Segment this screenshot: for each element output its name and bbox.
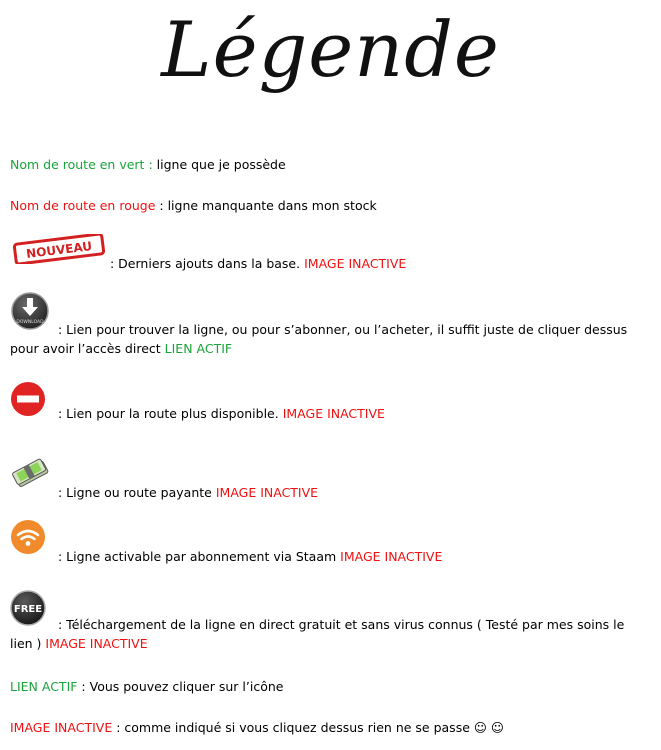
green-name-desc: ligne que je possède [156,157,286,172]
note-image-inactive-text: : comme indiqué si vous cliquez dessus rien ne se passe ☺ ☺ [112,720,504,735]
legend-no-entry [58,404,649,423]
red-name-sep: : [155,198,168,213]
wifi-status: IMAGE INACTIVE [340,549,443,564]
legend-nouveau [110,254,649,273]
nouveau-desc: : Derniers ajouts dans la base. [110,256,301,271]
nouveau-status: IMAGE INACTIVE [304,256,407,271]
free-icon-text: FREE [13,604,43,615]
wifi-icon [9,518,47,556]
money-icon [10,455,54,491]
green-name-sep: : [144,157,157,172]
legend-green-name [10,155,649,174]
download-icon-text: DOWNLOAD [16,320,44,325]
no-entry-desc: : Lien pour la route plus disponible. [58,406,279,421]
money-status: IMAGE INACTIVE [215,485,319,500]
legend-red-name [10,196,649,215]
wifi-desc: : Ligne activable par abonnement via Staam [58,549,337,564]
money-desc: : Ligne ou route payante [58,485,212,500]
download-status: LIEN ACTIF [164,341,233,356]
download-desc: : Lien pour trouver la ligne, ou pour s’abonner, ou l’acheter, il suffit juste de cliquer dessus pour avoir l’accès direct [10,322,628,356]
legend-download [10,320,649,358]
free-status: IMAGE INACTIVE [45,636,148,651]
no-entry-status: IMAGE INACTIVE [282,406,385,421]
nouveau-badge-icon [12,234,106,264]
page-title: Légende [161,5,500,94]
note-lien-actif-label: LIEN ACTIF [10,679,78,694]
free-desc: : Téléchargement de la ligne en direct gratuit et sans virus connus ( Testé par mes soins le lien ) [10,617,625,651]
note-image-inactive [10,718,649,737]
red-name-label: Nom de route en rouge [10,198,156,213]
legend-free [10,615,649,653]
note-image-inactive-label: IMAGE INACTIVE [10,720,113,735]
nouveau-badge-text: NOUVEAU [25,239,93,261]
legend-money [58,483,649,502]
note-lien-actif [10,677,649,696]
red-name-desc: ligne manquante dans mon stock [167,198,377,213]
legend-wifi [58,547,649,566]
green-name-label: Nom de route en vert [10,157,145,172]
no-entry-icon [9,380,47,418]
note-lien-actif-text: : Vous pouvez cliquer sur l’icône [77,679,284,694]
